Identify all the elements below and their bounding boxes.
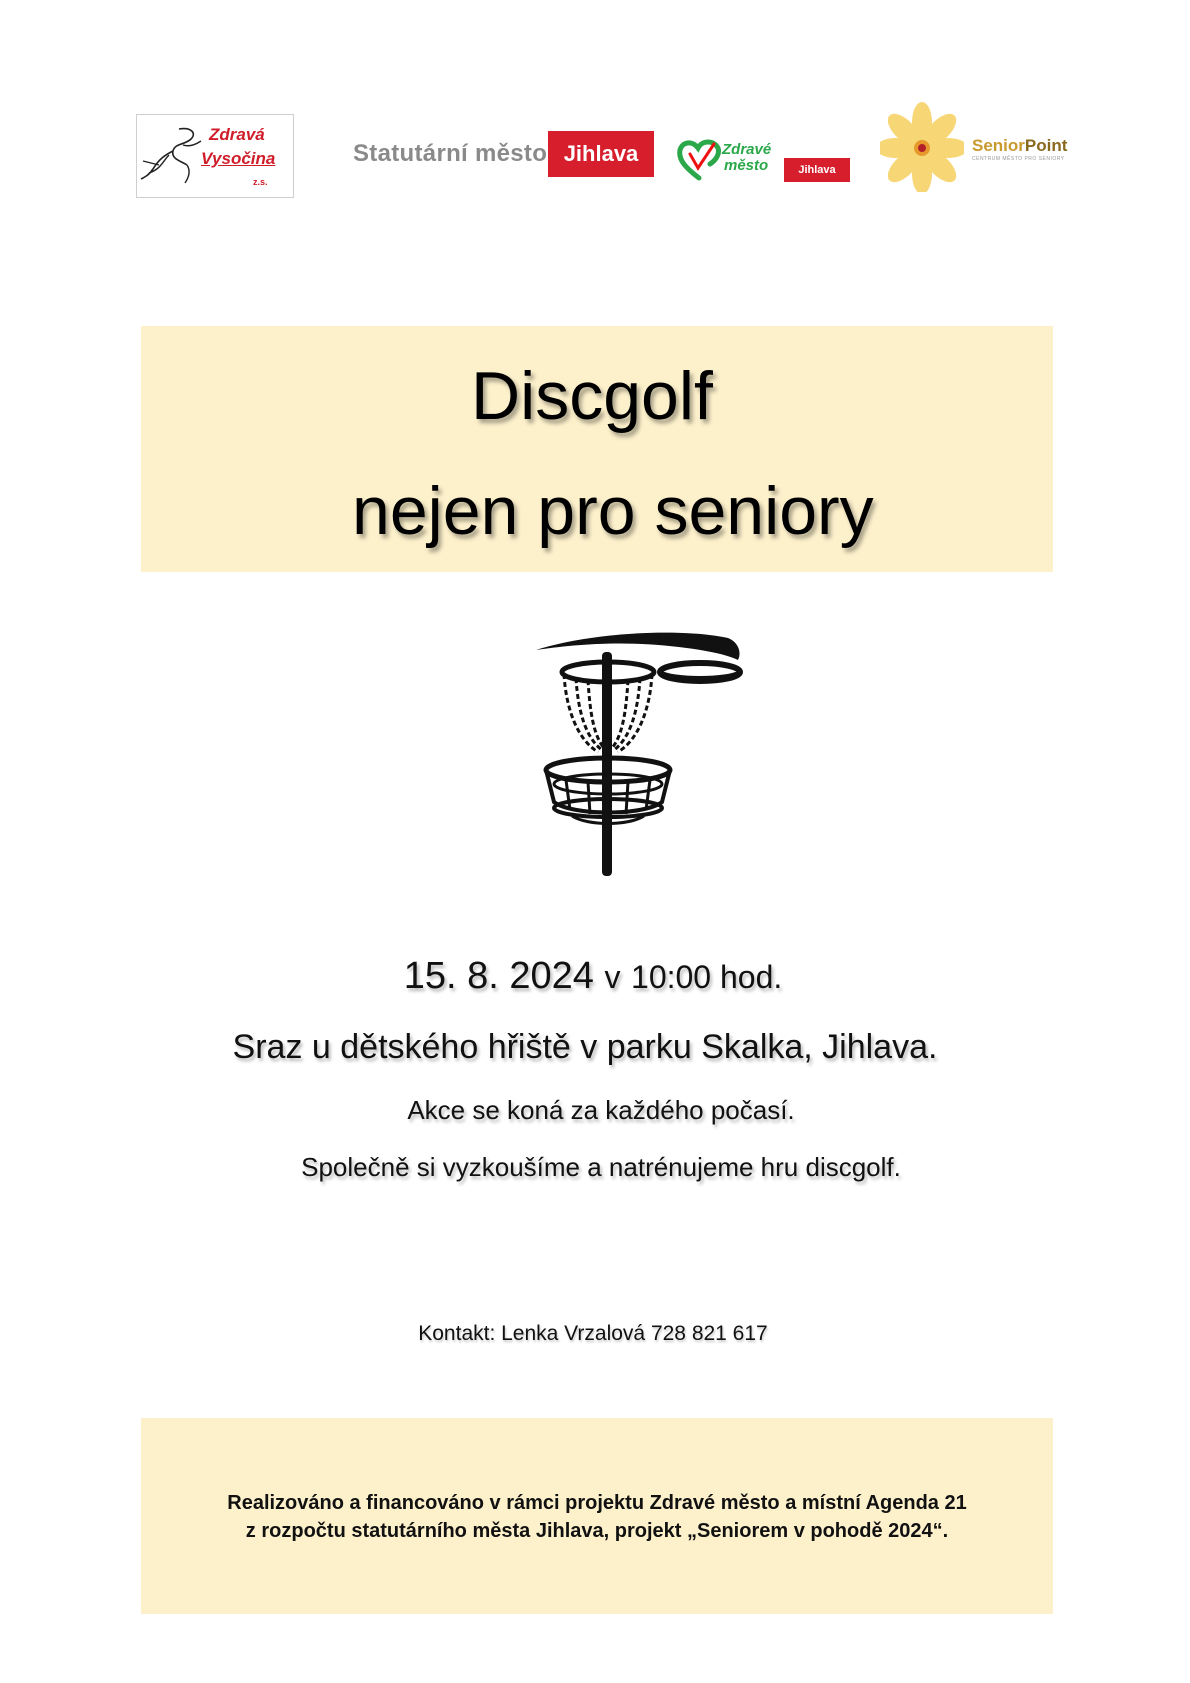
zdrava-vysocina-line3: z.s. bbox=[253, 177, 268, 187]
event-practice-note: Společně si vyzkoušíme a natrénujeme hru discgolf. bbox=[301, 1152, 901, 1182]
zdrave-mesto-word2: město bbox=[724, 157, 769, 174]
senior-point-name: SeniorPoint bbox=[972, 136, 1068, 155]
jihlava-badge-label: Jihlava bbox=[563, 141, 639, 166]
zdrave-mesto-logo bbox=[676, 134, 852, 186]
senior-point-logo bbox=[880, 102, 1100, 192]
footer-line2: z rozpočtu statutárního města Jihlava, projekt „Seniorem v pohodě 2024“. bbox=[245, 1520, 949, 1542]
funding-footer bbox=[141, 1418, 1053, 1614]
flower-icon bbox=[880, 102, 964, 192]
event-weather-note: Akce se koná za každého počasí. bbox=[407, 1095, 795, 1125]
zdrava-vysocina-line1: Zdravá bbox=[209, 125, 265, 144]
zdrave-mesto-badge-label: Jihlava bbox=[798, 164, 836, 176]
senior-point-subtitle: CENTRUM MĚSTO PRO SENIORY bbox=[972, 156, 1065, 162]
event-meeting-place: Sraz u dětského hřiště v parku Skalka, Jihlava. bbox=[232, 1028, 938, 1066]
event-date-time bbox=[0, 955, 1188, 998]
heart-icon bbox=[676, 138, 722, 182]
title-line2: nejen pro seniory bbox=[352, 473, 874, 549]
event-date: 15. 8. 2024 bbox=[403, 955, 594, 997]
event-time-prefix: v bbox=[604, 959, 621, 995]
zdrava-vysocina-line2: Vysočina bbox=[201, 149, 276, 168]
title-banner bbox=[141, 326, 1053, 572]
zdrave-mesto-word1: Zdravé bbox=[722, 141, 772, 158]
title-line1: Discgolf bbox=[471, 358, 713, 434]
zdrave-mesto-badge bbox=[784, 158, 850, 182]
zdrava-vysocina-logo bbox=[136, 114, 294, 198]
disc-golf-basket-icon bbox=[532, 630, 752, 878]
statutarni-mesto-text: Statutární město bbox=[353, 140, 548, 167]
jihlava-badge bbox=[548, 131, 654, 177]
runner-icon bbox=[139, 125, 209, 187]
contact-info: Kontakt: Lenka Vrzalová 728 821 617 bbox=[418, 1322, 768, 1345]
event-time: 10:00 hod. bbox=[631, 959, 783, 995]
footer-line1: Realizováno a financováno v rámci projektu Zdravé město a místní Agenda 21 bbox=[227, 1492, 967, 1514]
